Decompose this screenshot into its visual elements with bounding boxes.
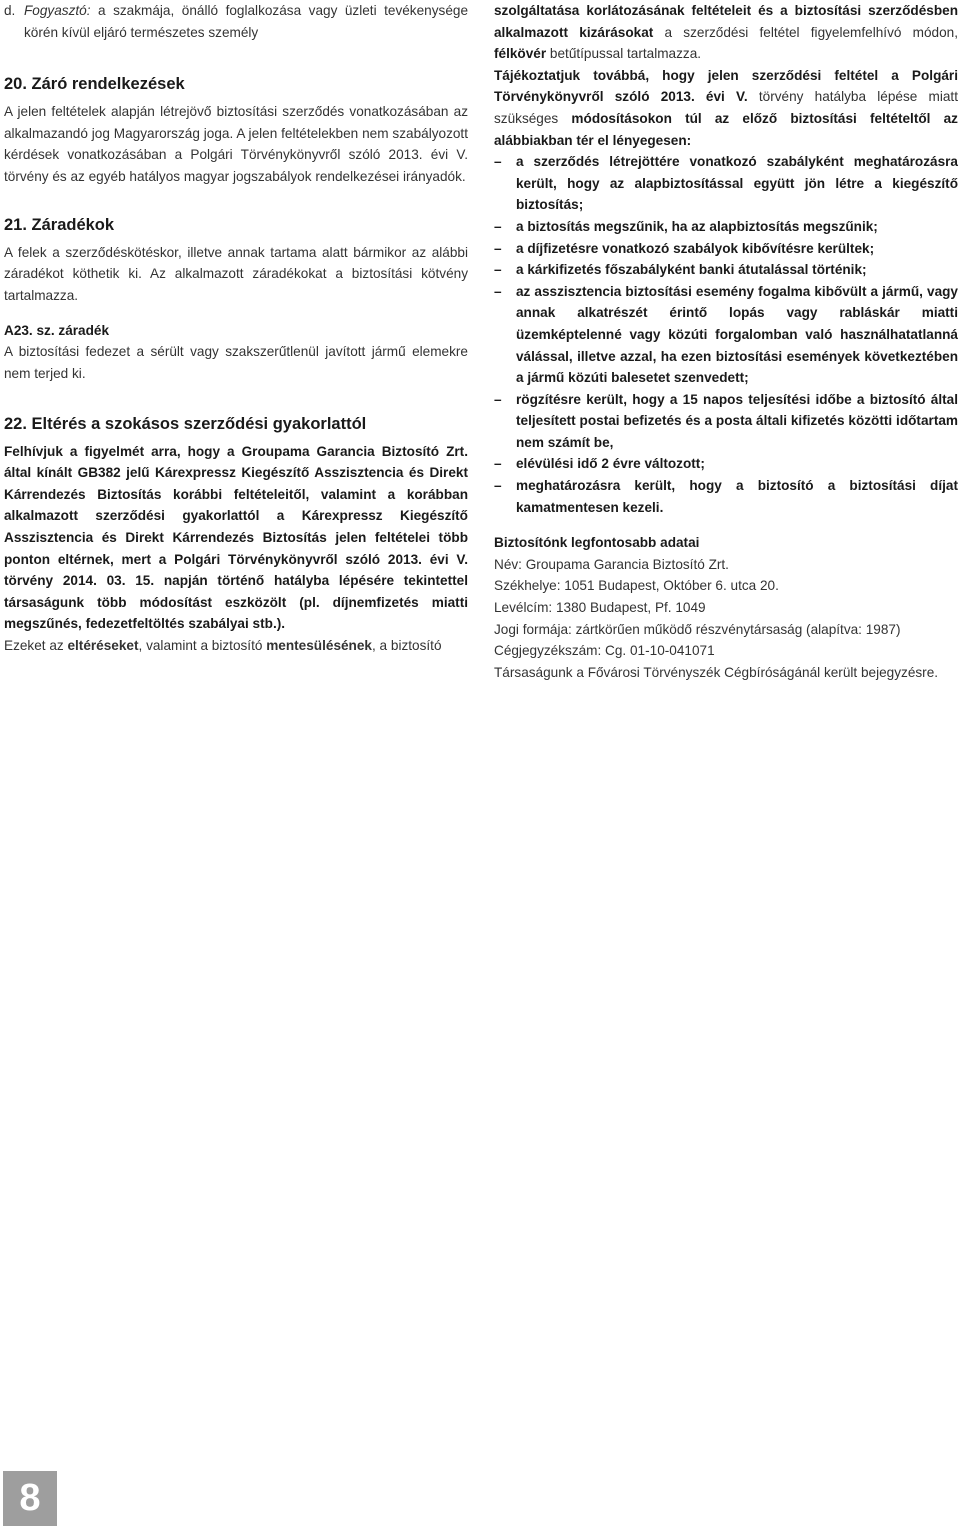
section-22-body: Felhívjuk a figyelmét arra, hogy a Groupama Garancia Biztosító Zrt. által kínált GB382 jelű Kárexpressz Kiegészítő Asszisztencia és Direkt Kárrendezés Biztosítás korábbi feltételeitől, valamint a korábban alkalmazott szerződési gyakorlattól a Kárexpressz Kiegészítő Asszisztencia és Direkt Kárrendezés Biztosítás jelen feltételei több ponton eltérnek, mert a Polgári Törvénykönyvről szóló 2013. évi V. törvény 2014. 03. 15. napján történő hatályba lépésére tekintettel társaságunk több módosítást eszközölt (pl. díjnemfizetés miatti megszűnés, fedezetfeltöltés szabályai stb.).: [4, 443, 468, 632]
changes-list: [494, 151, 958, 518]
definition-item-d: [4, 0, 468, 43]
text-run-bold: félkövér: [494, 46, 547, 62]
dash-icon: –: [494, 391, 502, 407]
item-term: Fogyasztó:: [24, 3, 91, 18]
dash-icon: –: [494, 218, 502, 234]
dash-icon: –: [494, 262, 502, 278]
section-20-body: A jelen feltételek alapján létrejövő biztosítási szerződés vonatkozásában az alkalmazandó jog Magyarország joga. A jelen feltételekben nem szabályozott kérdések vonatkozásában a Polgári Törvénykönyvről szóló 2013. évi V. törvény és az egyéb hatályos magyar jogszabályok rendelkezései irányadók.: [4, 104, 468, 184]
dash-icon: –: [494, 154, 502, 170]
page-number: 8: [3, 1471, 57, 1526]
text-run: , a biztosító: [372, 637, 442, 653]
text-run: törvény hatályba lépése miatt szükséges: [494, 89, 958, 126]
text-run: , valamint a biztosító: [138, 637, 267, 653]
list-item: [494, 238, 958, 260]
text-run: a szerződési feltétel figyelemfelhívó módon,: [653, 24, 958, 40]
list-item: [494, 151, 958, 216]
company-info-title: Biztosítónk legfontosabb adatai: [494, 535, 700, 551]
dash-icon: –: [494, 456, 502, 472]
section-20-heading: 20. Záró rendelkezések: [4, 75, 185, 94]
list-item: [494, 475, 958, 518]
item-text: [24, 0, 468, 43]
list-item-text: a kárkifizetés főszabályként banki átutalással történik;: [516, 262, 867, 278]
list-item-text: rögzítésre került, hogy a 15 napos teljesítési időbe a biztosító által teljesített postai befizetés és a posta általi kifizetés közötti időtartam nem számít be,: [516, 391, 958, 450]
list-item: [494, 216, 958, 238]
company-name: Név: Groupama Garancia Biztosító Zrt.: [494, 556, 729, 572]
section-22-last-line: [4, 635, 468, 657]
section-21-heading: 21. Záradékok: [4, 215, 115, 234]
list-item-text: az asszisztencia biztosítási esemény fogalma kibővült a jármű, vagy annak alkatrészét érintő lopás vagy rabláskár miatti üzemképtelenné vagy közúti forgalomban való használhatatlanná válással, illetve azzal, ha ezen biztosítási események következtében a jármű közúti balesetet szenvedett;: [516, 283, 958, 386]
item-definition: a szakmája, önálló foglalkozása vagy üzleti tevékenysége körén kívül eljáró természetes személy: [24, 3, 468, 40]
company-mail: Levélcím: 1380 Budapest, Pf. 1049: [494, 600, 706, 616]
list-item-text: meghatározásra került, hogy a biztosító a biztosítási díjat kamatmentesen kezeli.: [516, 478, 958, 515]
text-run-bold: Tájékoztatjuk továbbá, hogy jelen szerződési feltétel a Polgári Törvénykönyvről szóló 2013. évi V.: [494, 67, 958, 105]
list-item-text: a biztosítás megszűnik, ha az alapbiztosítás megszűnik;: [516, 218, 878, 234]
list-item: [494, 389, 958, 454]
company-info: [494, 532, 958, 683]
company-seat: Székhelye: 1051 Budapest, Október 6. utca 20.: [494, 578, 779, 594]
list-item-text: a díjfizetésre vonatkozó szabályok kibővítésre kerültek;: [516, 240, 875, 256]
item-label: d.: [4, 3, 16, 18]
dash-icon: –: [494, 240, 502, 256]
list-item-text: elévülési idő 2 évre változott;: [516, 456, 705, 472]
continuation-paragraph: [494, 0, 958, 65]
list-item: [494, 453, 958, 475]
clause-a23-title: A23. sz. záradék: [4, 323, 110, 339]
text-run: betűtípussal tartalmazza.: [546, 46, 702, 62]
list-item: [494, 281, 958, 389]
company-registration: Cégjegyzékszám: Cg. 01-10-041071: [494, 643, 715, 659]
section-22-heading: 22. Eltérés a szokásos szerződési gyakorlattól: [4, 414, 367, 433]
right-column: [494, 0, 958, 683]
dash-icon: –: [494, 478, 502, 494]
list-item: [494, 259, 958, 281]
text-run: Ezeket az: [4, 637, 68, 653]
company-form: Jogi formája: zártkörűen működő részvénytársaság (alapítva: 1987): [494, 621, 901, 637]
list-item-text: a szerződés létrejöttére vonatkozó szabályként meghatározásra került, hogy az alapbiztosítással együtt jön létre a kiegészítő biztosítás;: [516, 154, 958, 213]
section-21-body: A felek a szerződéskötéskor, illetve annak tartama alatt bármikor az alábbi záradékot köthetik ki. Az alkalmazott záradékokat a biztosítási kötvény tartalmazza.: [4, 244, 468, 303]
text-run-bold: eltéréseket: [67, 637, 139, 653]
left-column: [4, 0, 468, 656]
clause-a23-body: A biztosítási fedezet a sérült vagy szakszerűtlenül javított jármű elemekre nem terjed ki.: [4, 344, 468, 381]
text-run-bold: módosításokon túl az előző biztosítási feltételtől az alábbiakban tér el lényegesen:: [494, 110, 958, 148]
dash-icon: –: [494, 283, 502, 299]
company-court: Társaságunk a Fővárosi Törvényszék Cégbíróságánál került bejegyzésre.: [494, 664, 939, 680]
text-run-bold: mentesülésének: [266, 637, 372, 653]
info-paragraph: [494, 65, 958, 151]
text-run-bold: szolgáltatása korlátozásának feltételeit és a biztosítási szerződésben alkalmazott kizárásokat: [494, 3, 958, 40]
